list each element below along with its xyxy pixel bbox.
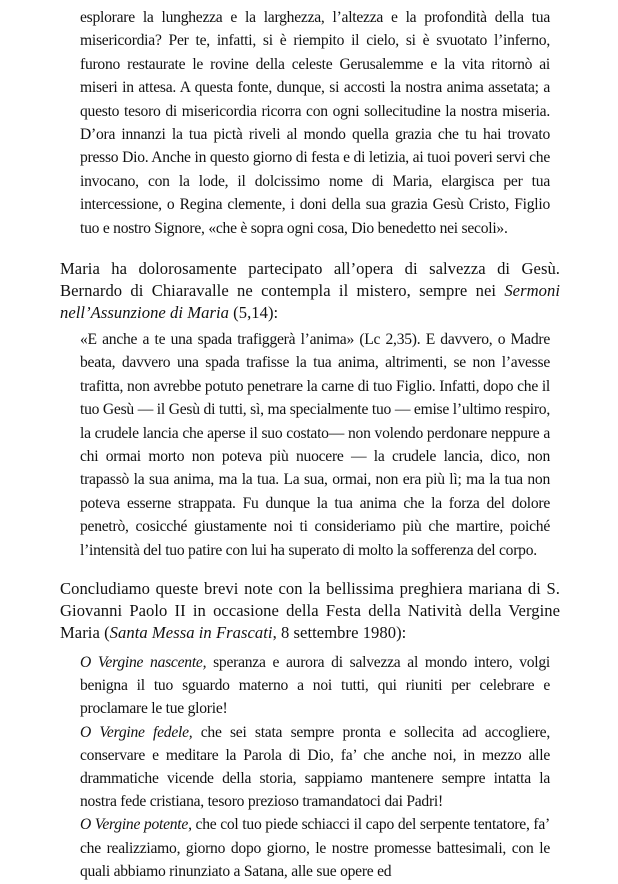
stanza-text: che col tuo piede schiacci il capo del serpente tentatore, fa’ che realizziamo, giorno dopo giorno, le nostre promesse battesimali, con le quali abbiamo rinunziato a Satana, alle sue opere ed [80,816,550,880]
stanza-invocation: O Vergine nascente, [80,654,207,671]
bernardo-prayer-quote [80,6,550,240]
paragraph-text-start: Concludiamo queste brevi note con la bellissima preghiera mariana di S. Giovanni Paolo II in occasione della Festa della Natività della Vergine Maria ( [60,579,560,642]
paragraph-text [60,578,560,644]
prayer-stanza [80,721,550,814]
paragraph-text [60,258,560,324]
intro-paragraph-giovanni-paolo [60,578,560,644]
sermon-quote [80,328,550,562]
quote-text: esplorare la lunghezza e la larghezza, l’altezza e la profondità della tua misericordia? Per te, infatti, si è riempito il cielo, si è svuotato l’inferno, furono restaurate le rovine della celeste Gerusalemme e la vita ritornò ai miseri in attesa. A questa fonte, dunque, si accosti la nostra anima assetata; a questo tesoro di misericordia ricorra con ogni sollecitudine la nostra miseria. D’ora innanzi la tua pictà riveli al mondo quella grazia che tu hai trovato presso Dio. Anche in questo giorno di festa e di letizia, ai tuoi poveri servi che invocano, con la lode, il dolcissimo nome di Maria, elargisca per tua intercessione, o Regina clemente, i doni della sua grazia Gesù Cristo, Figlio tuo e nostro Signore, «che è sopra ogni cosa, Dio benedetto nei secoli». [80,9,550,237]
paragraph-text-end: , 8 settembre 1980): [272,623,407,642]
prayer-stanza [80,813,550,883]
intro-paragraph-bernardo [60,258,560,324]
stanza-text: che sei stata sempre pronta e sollecita ad accogliere, conservare e meditare la Parola di Dio, fa’ che anche noi, in mezzo alle drammatiche vicende della storia, sappiamo mantenere sempre intatta la nostra fede cristiana, tesoro prezioso tramandatoci dai Padri! [80,723,550,811]
stanza-invocation: O Vergine fedele, [80,723,193,741]
paragraph-text-start: Maria ha dolorosamente partecipato all’opera di salvezza di Gesù. Bernardo di Chiaravalle ne contempla il mistero, sempre nei [60,259,560,300]
paragraph-text-end: (5,14): [228,303,279,322]
quote-text: «E anche a te una spada trafiggerà l’anima» (Lc 2,35). E davvero, o Madre beata, davvero una spada trafisse la tua anima, altrimenti, se non l’avesse trafitta, non avrebbe potuto penetrare la carne di tuo Figlio. Infatti, dopo che il tuo Gesù — il Gesù di tutti, sì, ma specialmente tuo — emise l’ultimo respiro, la crudele lancia che aperse il suo costato— non volendo perdonare neppure a chi ormai morto non poteva più nuocere — la crudele lancia, dico, non trapassò la sua anima, ma la tua. La sua, ormai, non era più lì; ma la tua non poteva esserne strappata. Fu dunque la tua anima che la forza del dolore penetrò, cosicché giustamente noi ti consideriamo più che martire, poiché l’intensità del tuo patire con lui ha superato di molto la sofferenza del corpo. [80,331,550,559]
marian-prayer-quote [80,651,550,883]
event-title: Santa Messa in Frascati [109,623,273,642]
prayer-stanza [80,651,550,721]
stanza-text: speranza e aurora di salvezza al mondo intero, volgi benigna il tuo sguardo materno a noi tutti, qui riuniti per celebrare e proclamare le tue glorie! [80,654,550,718]
stanza-invocation: O Vergine potente, [80,816,192,834]
work-title: Sermoni nell’Assunzione di Maria [60,281,560,322]
